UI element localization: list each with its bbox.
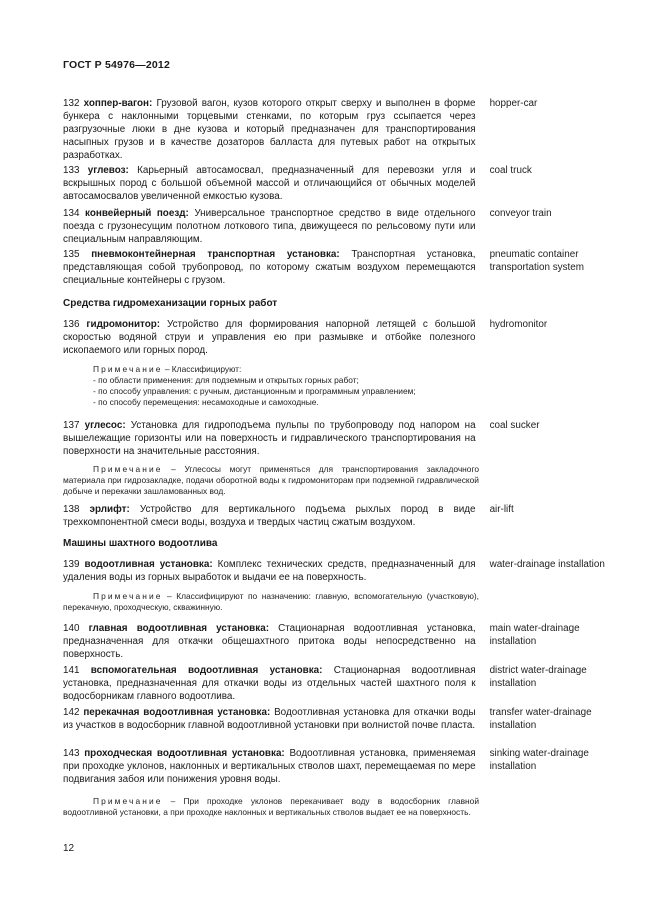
entry-ru (63, 164, 476, 203)
entry-number: 143 (63, 748, 80, 759)
entry-term: эрлифт: (89, 504, 130, 515)
note-text: – Классифицируют по назначению: главную, вспомогательную (участковую), перекачную, проходческую, скважинную. (63, 591, 480, 612)
entry-definition: Универсальное транспортное средство в виде отдельного поезда с грузонесущим полотном лоткового типа, движущееся по рельсовому пути или специальным направляющим. (63, 208, 476, 246)
note-item: - по способу перемещения: несамоходные и самоходные. (93, 397, 319, 407)
entry-english: pneumatic container transportation system (489, 249, 584, 274)
note-item: - по области применения: для подземным и открытых горных работ; (93, 375, 359, 385)
entry-133 (63, 164, 608, 203)
entry-ru (63, 318, 476, 357)
entry-139 (63, 558, 608, 584)
entry-number: 132 (63, 98, 80, 109)
entry-english: main water-drainage installation (489, 623, 580, 648)
entry-english: coal truck (489, 165, 532, 176)
entry-ru (63, 503, 476, 529)
note-143 (63, 796, 479, 818)
note-label: Примечание (93, 464, 163, 474)
entry-ru (63, 747, 476, 786)
entry-term: перекачная водоотливная установка: (83, 707, 271, 718)
note-intro: – Классифицируют: (164, 364, 242, 374)
entry-term: водоотливная установка: (84, 559, 213, 570)
entry-136 (63, 318, 608, 357)
entry-134 (63, 207, 608, 246)
entry-number: 140 (63, 623, 80, 634)
entry-number: 137 (63, 420, 80, 431)
entry-term: вспомогательная водоотливная установка: (90, 665, 323, 676)
entry-definition: Устройство для вертикального подъема рыхлых пород в виде трехкомпонентной смеси воды, воздуха и твердых частиц сжатым воздухом. (63, 504, 476, 529)
entry-term: проходческая водоотливная установка: (84, 748, 285, 759)
entry-137 (63, 419, 608, 458)
entry-ru (63, 664, 476, 703)
note-137 (63, 464, 479, 497)
note-item: - по способу управления: с ручным, дистанционным и программным управлением; (93, 386, 416, 396)
entry-definition: Карьерный автосамосвал, предназначенный для перевозки угля и вскрышных пород с большой объемной массой и отличающийся от обычных моделей автосамосвалов увеличенной емкостью кузова. (63, 165, 476, 203)
entry-132 (63, 97, 608, 162)
page-number: 12 (63, 843, 75, 854)
note-label: Примечание (93, 364, 163, 374)
entry-term: углесос: (84, 420, 126, 431)
entry-english: hydromonitor (489, 319, 548, 330)
note-text: – Углесосы могут применяться для транспортирования закладочного материала при гидрозакладке, подачи оборотной воды к гидромониторам при подземной гидравлической добыче и перекачки зашламованных вод. (63, 464, 479, 496)
entry-definition: Установка для гидроподъема пульпы по трубопроводу под напором на вышележащие горизонты или на поверхность и гидравлического транспортирования на поверхности на значительные расстояния. (63, 420, 476, 458)
entry-english: transfer water-drainage installation (489, 707, 592, 732)
entry-ru (63, 207, 476, 246)
entry-definition: Устройство для формирования напорной летящей с большой скоростью водяной струи и управления ею при размывке и отбойке полезного ископаемого или горных пород. (63, 319, 476, 357)
entry-english: water-drainage installation (489, 559, 605, 570)
entry-definition: Стационарная водоотливная установка, предназначенная для откачки воды из отдельных частей шахтного поля к водосборникам главного водоотлива. (63, 665, 476, 703)
note-label: Примечание (93, 796, 163, 806)
entry-number: 136 (63, 319, 80, 330)
entry-definition: Стационарная водоотливная установка, предназначенная для откачки общешахтного притока воды непосредственно на поверхность. (63, 623, 476, 661)
entry-135 (63, 248, 608, 287)
note-136 (63, 364, 479, 408)
entry-term: пневмоконтейнерная транспортная установка: (91, 249, 340, 260)
document-header: ГОСТ Р 54976—2012 (63, 59, 171, 71)
section-heading: Средства гидромеханизации горных работ (63, 298, 278, 309)
note-label: Примечание (93, 591, 163, 601)
entry-141 (63, 664, 608, 703)
entry-number: 142 (63, 707, 80, 718)
entry-term: углевоз: (87, 165, 129, 176)
entry-number: 134 (63, 208, 80, 219)
entry-definition: Грузовой вагон, кузов которого открыт сверху и выполнен в форме бункера с наклонными торцевыми стенками, по которым груз ссыпается через разгрузочные люки в дне кузова и который предназначен для транспортирования насыпных грузов и в качестве дозаторов балласта для путевых работ на открытых разработках. (63, 98, 476, 162)
entry-143 (63, 747, 608, 786)
section-heading: Машины шахтного водоотлива (63, 538, 218, 549)
entry-ru (63, 419, 476, 458)
entry-definition: Водоотливная установка, применяемая при проходке уклонов, наклонных и вертикальных стволов шахт, перемещаемая по мере подвигания забоя или понижения уровня воды. (63, 748, 476, 786)
entry-term: главная водоотливная установка: (88, 623, 269, 634)
entry-ru (63, 706, 476, 732)
entry-number: 138 (63, 504, 80, 515)
entry-ru (63, 558, 476, 584)
entry-138 (63, 503, 608, 529)
entry-definition: Водоотливная установка для откачки воды из участков в водосборник главной водоотливной установки при волнистой почве пласта. (63, 707, 476, 732)
entry-number: 141 (63, 665, 80, 676)
entry-term: гидромонитор: (86, 319, 161, 330)
entry-english: conveyor train (489, 208, 552, 219)
entry-140 (63, 622, 608, 661)
entry-english: sinking water-drainage installation (489, 748, 589, 773)
entry-english: coal sucker (489, 420, 540, 431)
entry-number: 135 (63, 249, 80, 260)
entry-142 (63, 706, 608, 732)
note-text: – При проходке уклонов перекачивает воду в водосборник главной водоотливной установки, а при проходке наклонных и вертикальных стволов выдает ее на поверхность. (63, 796, 479, 817)
entry-number: 139 (63, 559, 80, 570)
entry-term: конвейерный поезд: (85, 208, 189, 219)
entry-english: district water-drainage installation (489, 665, 587, 690)
entry-definition: Транспортная установка, представляющая собой трубопровод, по которому сжатым воздухом перемещаются специальные контейнеры с грузом. (63, 249, 476, 287)
entry-number: 133 (63, 165, 80, 176)
entry-definition: Комплекс технических средств, предназначенный для удаления воды из горных выработок и выдачи ее на поверхность. (63, 559, 476, 584)
entry-term: хоппер-вагон: (83, 98, 153, 109)
entry-ru (63, 248, 476, 287)
note-139 (63, 591, 479, 613)
entry-ru (63, 97, 476, 162)
entry-english: air-lift (489, 504, 514, 515)
entry-english: hopper-car (489, 98, 538, 109)
entry-ru (63, 622, 476, 661)
